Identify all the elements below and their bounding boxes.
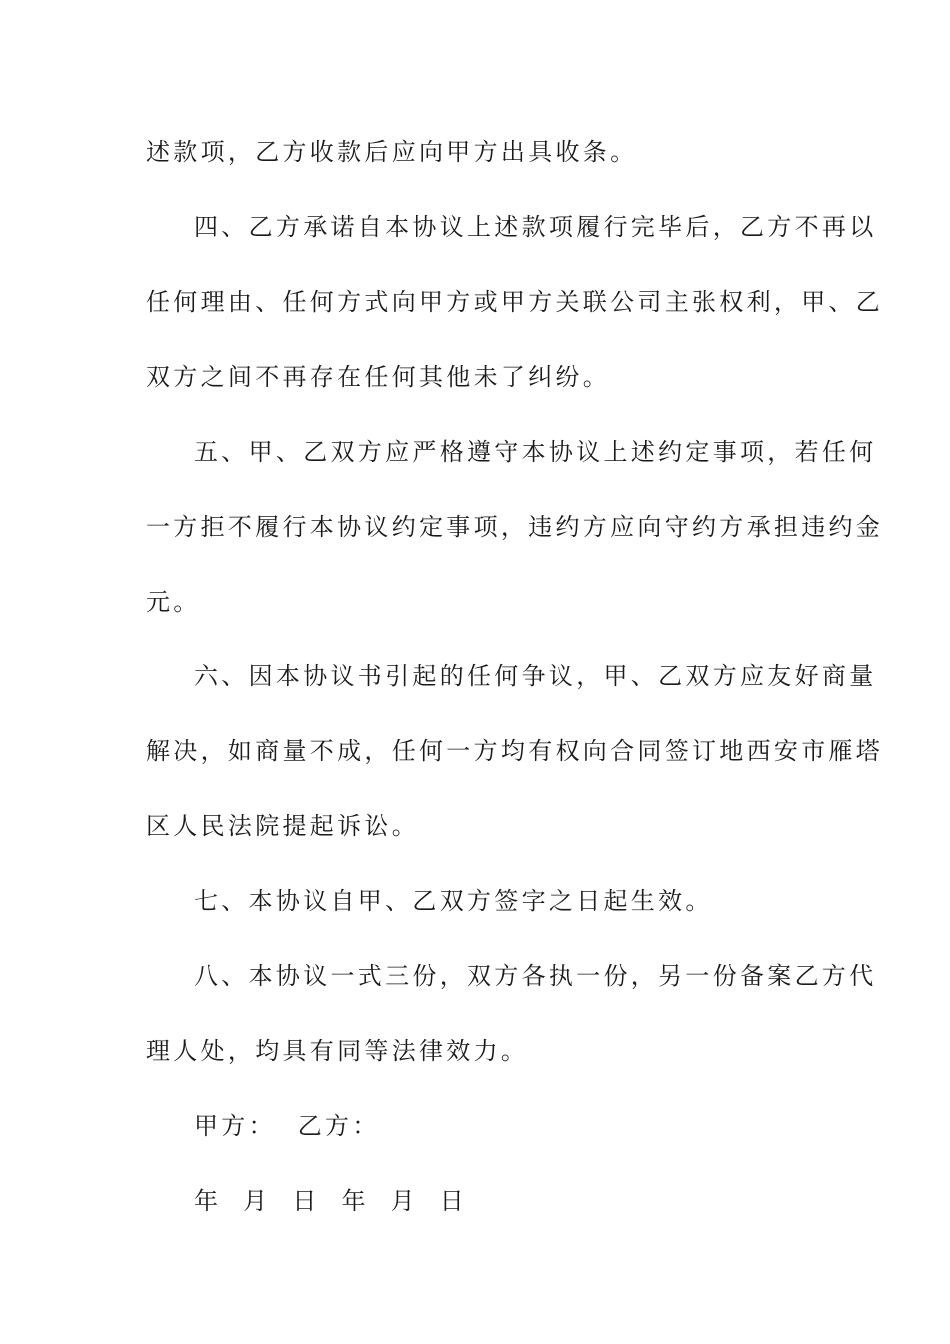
clause-8-line-1: 八、本协议一式三份，双方各执一份，另一份备案乙方代: [194, 962, 877, 990]
clause-4-line-3: 双方之间不再存在任何其他未了纠纷。: [146, 363, 611, 391]
clause-5-line-2: 一方拒不履行本协议约定事项，违约方应向守约方承担违约金: [146, 513, 884, 541]
clause-4-line-2: 任何理由、任何方式向甲方或甲方关联公司主张权利，甲、乙: [146, 288, 884, 316]
clause-5-line-3: 元。: [146, 588, 201, 616]
clause-8-line-2: 理人处，均具有同等法律效力。: [146, 1037, 529, 1065]
clause-6-line-2: 解决，如商量不成，任何一方均有权向合同签订地西安市雁塔: [146, 737, 884, 765]
clause-4-line-1: 四、乙方承诺自本协议上述款项履行完毕后，乙方不再以: [194, 213, 877, 241]
clause-6-line-1: 六、因本协议书引起的任何争议，甲、乙双方应友好商量: [194, 662, 877, 690]
paragraph-3-continuation: 述款项，乙方收款后应向甲方出具收条。: [146, 138, 638, 166]
clause-6-line-3: 区人民法院提起诉讼。: [146, 812, 419, 840]
clause-5-line-1: 五、甲、乙双方应严格遵守本协议上述约定事项，若任何: [194, 438, 877, 466]
clause-7-line-1: 七、本协议自甲、乙双方签字之日起生效。: [194, 887, 713, 915]
signature-parties: 甲方： 乙方：: [194, 1112, 380, 1140]
signature-date: 年 月 日 年 月 日: [194, 1187, 468, 1215]
